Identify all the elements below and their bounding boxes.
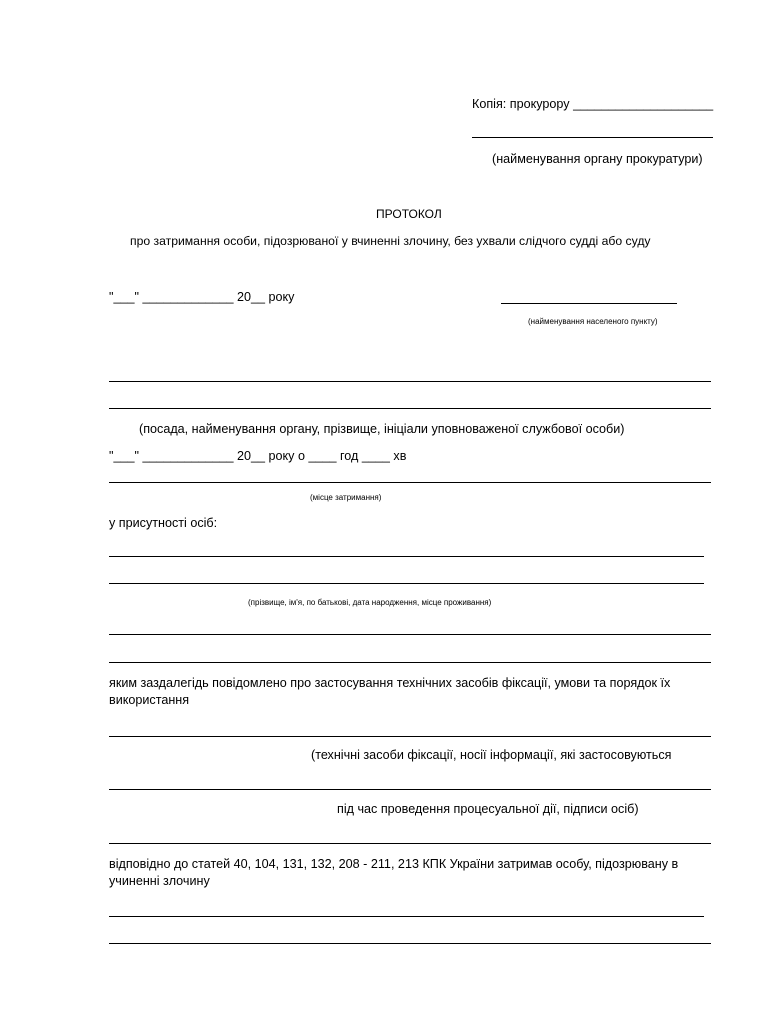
detention-place-line: [109, 482, 711, 483]
recording-means-line-3: [109, 843, 711, 844]
presence-line-3: [109, 634, 711, 635]
recording-notice-text: яким заздалегідь повідомлено про застосування технічних засобів фіксації, умови та порядок їх використання: [109, 676, 671, 707]
presence-caption: (прізвище, ім'я, по батькові, дата народження, місце проживання): [248, 598, 492, 607]
presence-line-2: [109, 583, 704, 584]
presence-line-4: [109, 662, 711, 663]
settlement-blank-line: [501, 303, 677, 304]
official-caption: (посада, найменування органу, прізвище, ініціали уповноваженої службової особи): [139, 422, 625, 436]
recording-means-line-2: [109, 789, 711, 790]
protocol-subtitle: про затримання особи, підозрюваної у вчиненні злочину, без ухвали слідчого судді або суду: [130, 234, 651, 248]
prosecutor-blank-line: [472, 137, 713, 138]
suspect-line-2: [109, 943, 711, 944]
protocol-title: ПРОТОКОЛ: [376, 207, 442, 221]
recording-means-caption-1: (технічні засоби фіксації, носії інформації, які застосовуються: [311, 748, 672, 762]
recording-means-caption-2: під час проведення процесуальної дії, підписи осіб): [337, 802, 639, 816]
legal-basis-text: відповідно до статей 40, 104, 131, 132, 208 - 211, 213 КПК України затримав особу, підозрювану в учиненні злочину: [109, 857, 679, 888]
suspect-line-1: [109, 916, 704, 917]
detention-datetime: "___" _____________ 20__ року о ____ год ____ хв: [109, 449, 407, 463]
official-line-2: [109, 408, 711, 409]
presence-line-1: [109, 556, 704, 557]
recording-means-line-1: [109, 736, 711, 737]
presence-label: у присутності осіб:: [109, 516, 218, 530]
copy-to-prosecutor-line: Копія: прокурору ____________________: [472, 97, 714, 111]
protocol-date: "___" _____________ 20__ року: [109, 290, 295, 304]
prosecutor-caption: (найменування органу прокуратури): [492, 152, 703, 166]
settlement-caption: (найменування населеного пункту): [528, 317, 658, 326]
official-line-1: [109, 381, 711, 382]
detention-place-caption: (місце затримання): [310, 493, 382, 502]
